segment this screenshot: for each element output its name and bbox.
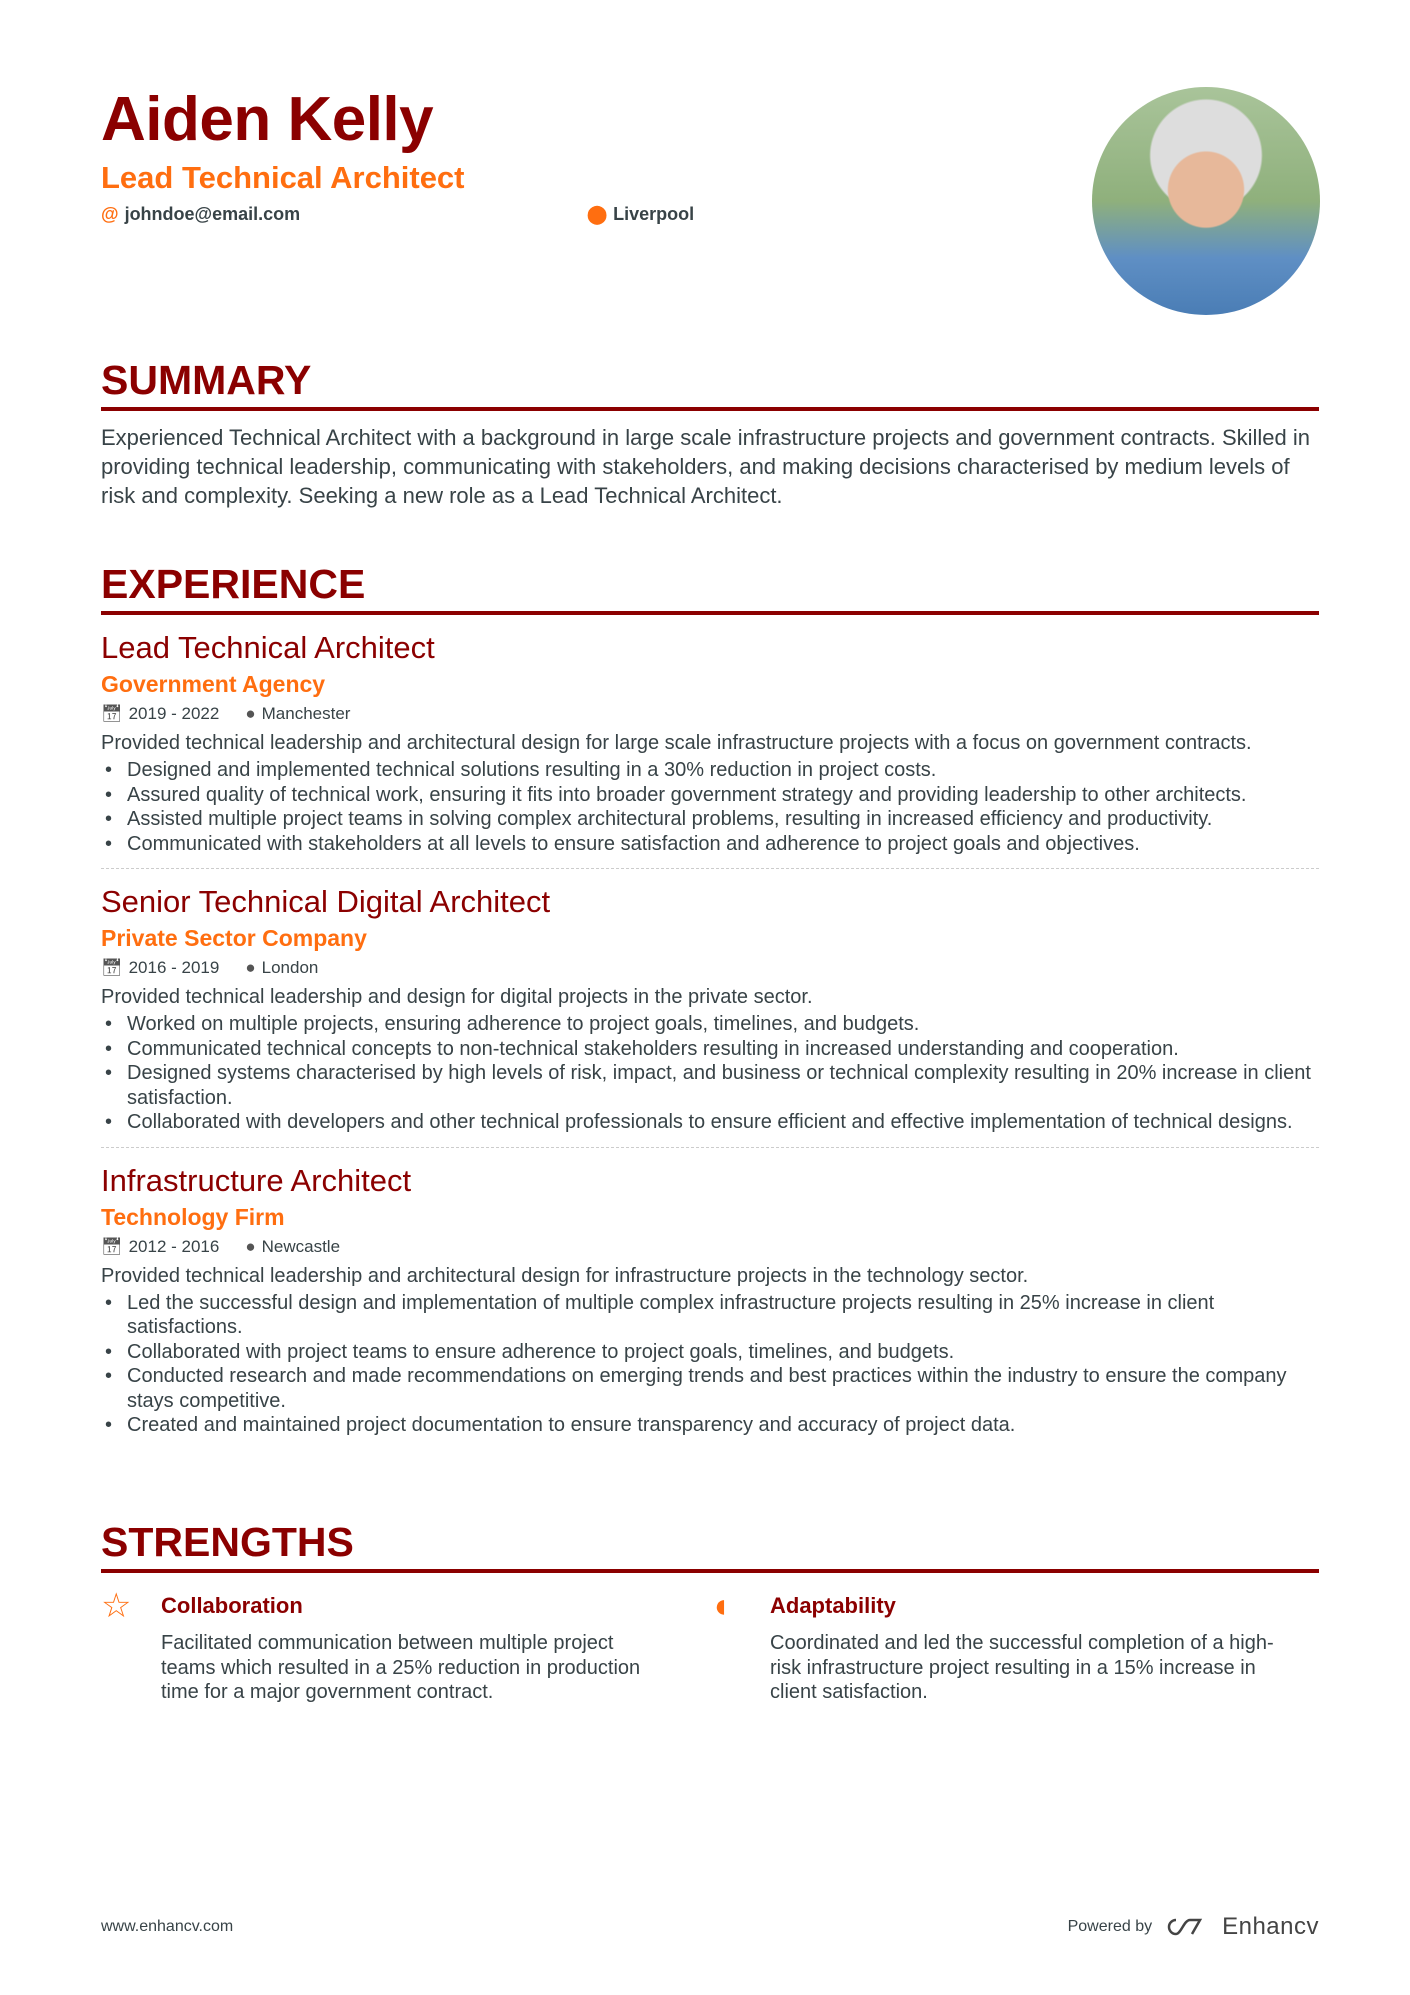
section-heading: STRENGTHS bbox=[101, 1520, 1319, 1573]
email-contact[interactable] bbox=[101, 204, 300, 225]
powered-by-text: Powered by bbox=[1067, 1918, 1153, 1935]
bullet-item: • Collaborated with developers and other technical professionals to ensure efficient and effective implementation of technical designs. bbox=[101, 1110, 1319, 1135]
calendar-icon: 📅︎ bbox=[101, 704, 123, 724]
company-name: Technology Firm bbox=[101, 1203, 285, 1230]
strength-item bbox=[710, 1589, 1319, 1705]
strength-title: Adaptability bbox=[770, 1593, 896, 1619]
bullet-item: • Communicated with stakeholders at all levels to ensure satisfaction and adherence to project goals and objectives. bbox=[101, 832, 1319, 857]
job-entry bbox=[101, 1148, 1319, 1450]
email-text: johndoe@email.com bbox=[124, 204, 301, 224]
bullet-item: • Assisted multiple project teams in solving complex architectural problems, resulting in increased efficiency and productivity. bbox=[101, 807, 1319, 832]
map-pin-icon: ● bbox=[245, 704, 256, 724]
bullet-list bbox=[101, 758, 1319, 856]
star-icon: ☆ bbox=[101, 1587, 132, 1626]
job-location: Manchester bbox=[261, 704, 351, 724]
footer-url[interactable]: www.enhancv.com bbox=[101, 1918, 234, 1935]
footer bbox=[101, 1913, 1319, 1941]
at-icon: @ bbox=[101, 204, 119, 224]
job-location: London bbox=[261, 958, 319, 978]
bullet-list bbox=[101, 1291, 1319, 1438]
bullet-item: • Assured quality of technical work, ensuring it fits into broader government strategy and providing leadership to other architects. bbox=[101, 783, 1319, 808]
bullet-item: • Collaborated with project teams to ensure adherence to project goals, timelines, and budgets. bbox=[101, 1340, 1319, 1365]
bullet-item: • Created and maintained project documentation to ensure transparency and accuracy of project data. bbox=[101, 1413, 1319, 1438]
company-name: Private Sector Company bbox=[101, 925, 367, 952]
location-text: Liverpool bbox=[613, 204, 695, 224]
candidate-title: Lead Technical Architect bbox=[101, 160, 465, 195]
enhancv-logo-icon bbox=[1164, 1916, 1210, 1938]
strength-item bbox=[101, 1589, 710, 1705]
experience-section bbox=[101, 562, 1319, 1450]
calendar-icon: 📅︎ bbox=[101, 958, 123, 978]
summary-text: Experienced Technical Architect with a background in large scale infrastructure projects and government contracts. Skilled in providing technical leadership, communicating with stakeholders, and making decisions characterised by medium levels of risk and complexity. Seeking a new role as a Lead Technical Architect. bbox=[101, 425, 1311, 509]
head-icon: ◖ bbox=[710, 1587, 731, 1626]
bullet-item: • Designed systems characterised by high levels of risk, impact, and business or technical complexity resulting in 20% increase in client satisfaction. bbox=[101, 1061, 1319, 1110]
bullet-item: • Worked on multiple projects, ensuring adherence to project goals, timelines, and budgets. bbox=[101, 1012, 1319, 1037]
job-title: Infrastructure Architect bbox=[101, 1162, 412, 1198]
candidate-name: Aiden Kelly bbox=[101, 85, 434, 154]
job-description: Provided technical leadership and architectural design for large scale infrastructure projects with a focus on government contracts. bbox=[101, 732, 1252, 755]
calendar-icon: 📅︎ bbox=[101, 1236, 123, 1256]
strength-text: Coordinated and led the successful completion of a high-risk infrastructure project resulting in a 15% increase in client satisfaction. bbox=[770, 1632, 1274, 1704]
strength-text: Facilitated communication between multiple project teams which resulted in a 25% reduction in production time for a major government contract. bbox=[161, 1632, 641, 1704]
location-contact bbox=[587, 204, 694, 225]
bullet-item: • Led the successful design and implementation of multiple complex infrastructure projects resulting in 25% increase in client satisfactions. bbox=[101, 1291, 1319, 1340]
summary-section bbox=[101, 358, 1319, 510]
job-description: Provided technical leadership and design for digital projects in the private sector. bbox=[101, 986, 813, 1009]
job-entry bbox=[101, 869, 1319, 1148]
powered-by bbox=[1068, 1913, 1319, 1941]
brand-name: Enhancv bbox=[1222, 1913, 1319, 1940]
bullet-item: • Designed and implemented technical solutions resulting in a 30% reduction in project costs. bbox=[101, 758, 1319, 783]
job-dates: 2012 - 2016 bbox=[128, 1236, 220, 1256]
section-heading: EXPERIENCE bbox=[101, 562, 1319, 615]
strength-title: Collaboration bbox=[161, 1593, 303, 1619]
bullet-item: • Conducted research and made recommendations on emerging trends and best practices within the industry to ensure the company stays competitive. bbox=[101, 1364, 1319, 1413]
profile-photo bbox=[1092, 87, 1320, 315]
job-dates: 2019 - 2022 bbox=[128, 704, 220, 724]
map-pin-icon: ⬤ bbox=[587, 204, 608, 224]
job-description: Provided technical leadership and architectural design for infrastructure projects in the technology sector. bbox=[101, 1264, 1029, 1287]
strengths-section bbox=[101, 1520, 1319, 1705]
job-dates: 2016 - 2019 bbox=[128, 958, 220, 978]
job-title: Senior Technical Digital Architect bbox=[101, 884, 551, 920]
job-location: Newcastle bbox=[261, 1236, 341, 1256]
job-title: Lead Technical Architect bbox=[101, 630, 435, 666]
job-entry bbox=[101, 615, 1319, 869]
map-pin-icon: ● bbox=[245, 958, 256, 978]
bullet-item: • Communicated technical concepts to non-technical stakeholders resulting in increased understanding and cooperation. bbox=[101, 1037, 1319, 1062]
map-pin-icon: ● bbox=[245, 1236, 256, 1256]
section-heading: SUMMARY bbox=[101, 358, 1319, 411]
bullet-list bbox=[101, 1012, 1319, 1135]
company-name: Government Agency bbox=[101, 671, 326, 698]
